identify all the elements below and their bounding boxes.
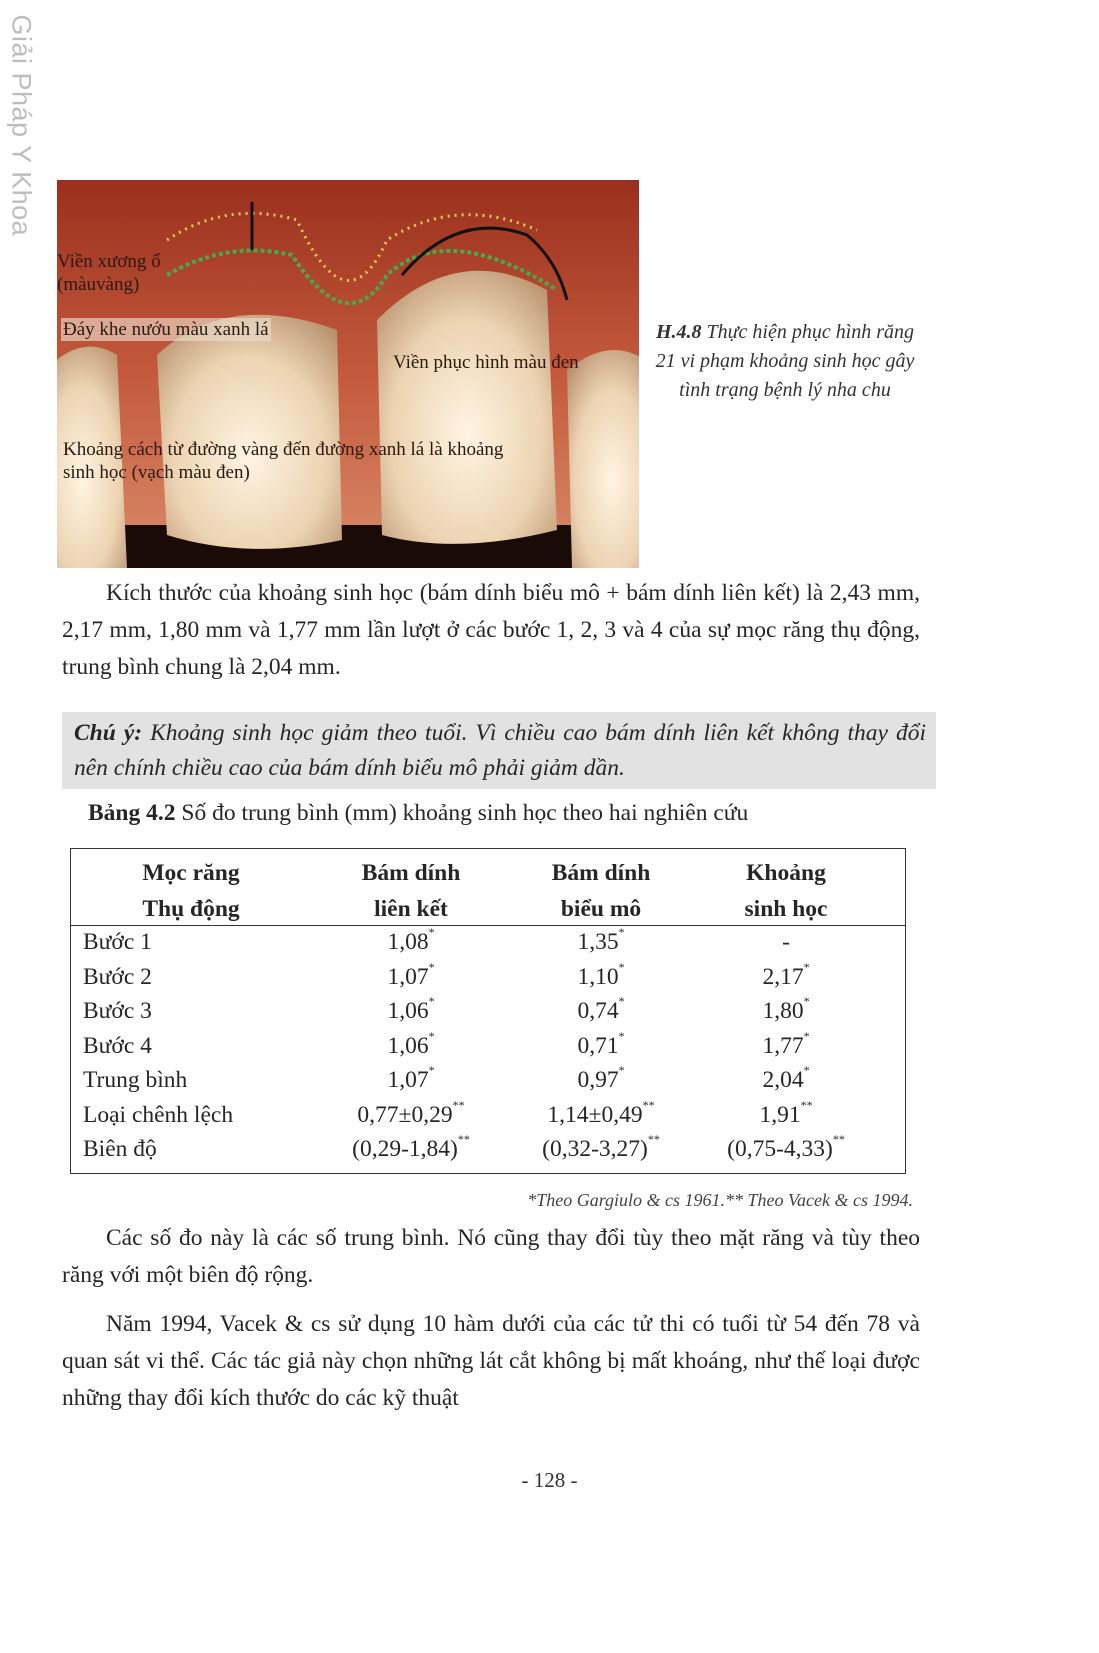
table-row — [71, 1097, 905, 1138]
table-row — [71, 1063, 905, 1103]
cell-khoangsinhhoc: 2,17* — [762, 959, 810, 990]
table-row — [71, 1028, 905, 1069]
cell-lienket: 1,06* — [387, 1028, 435, 1059]
cell-khoangsinhhoc: (0,75-4,33)** — [727, 1132, 845, 1162]
cell-lienket: 1,06* — [387, 994, 435, 1024]
table-caption-text: Số đo trung bình (mm) khoảng sinh học theo hai nghiên cứu — [175, 800, 749, 826]
paragraph-2: Các số đo này là các số trung bình. Nó cũng thay đổi tùy theo mặt răng và tùy theo răng với một biên độ rộng. — [62, 1225, 920, 1288]
paragraph-3: Năm 1994, Vacek & cs sử dụng 10 hàm dưới của các tử thi có tuổi từ 54 đến 78 và quan sát vi thể. Các tác giả này chọn những lát cắt không bị mất khoáng, như thế loại được những thay đổi kích thước do các kỹ thuật — [62, 1311, 920, 1411]
cell-bieumo: 0,97* — [577, 1063, 625, 1093]
figure-caption-text: Thực hiện phục hình răng 21 vi phạm khoảng sinh học gây tình trạng bệnh lý nha chu — [655, 321, 915, 401]
row-label: Bước 2 — [83, 963, 152, 990]
note-label: Chú ý: — [74, 720, 143, 746]
cell-khoangsinhhoc: 1,91** — [759, 1097, 813, 1128]
table-number: Bảng 4.2 — [88, 800, 176, 826]
table-row — [71, 1132, 905, 1172]
page-number: - 128 - — [521, 1468, 578, 1492]
label-bone-line1: Viền xương ổ — [57, 251, 161, 272]
header-lienket: Bám dính liên kết — [361, 860, 461, 922]
cell-lienket: 1,08* — [387, 925, 435, 955]
table-row — [71, 994, 905, 1034]
row-label: Trung bình — [83, 1067, 188, 1093]
label-restoration: Viền phục hình màu đen — [393, 352, 579, 373]
cell-lienket: (0,29-1,84)** — [352, 1132, 470, 1162]
label-bone — [57, 250, 161, 296]
table-header — [71, 849, 905, 926]
row-label: Bước 1 — [83, 929, 152, 955]
header-khoangsinhhoc: Khoảng sinh học — [744, 860, 828, 922]
table-row — [71, 925, 905, 965]
row-label: Bước 4 — [83, 1032, 152, 1059]
measurement-table — [70, 848, 906, 1174]
row-label: Bước 3 — [83, 998, 152, 1024]
row-label: Biên độ — [83, 1136, 157, 1162]
figure-caption — [655, 318, 915, 405]
table-footnote: *Theo Gargiulo & cs 1961.** Theo Vacek & cs 1994. — [527, 1190, 913, 1210]
cell-bieumo: (0,32-3,27)** — [542, 1132, 660, 1162]
cell-bieumo: 1,10* — [577, 959, 625, 990]
header-mocrang: Mọc răng Thụ động — [142, 860, 240, 922]
cell-khoangsinhhoc: - — [782, 929, 790, 955]
watermark: Giải Pháp Y Khoa — [6, 14, 37, 237]
note-text: Khoảng sinh học giảm theo tuổi. Vì chiều cao bám dính liên kết không thay đổi nên chính chiều cao của bám dính biểu mô phải giảm dần. — [74, 720, 926, 781]
label-distance-line1: Khoảng cách từ đường vàng đến đường xanh lá là khoảng — [63, 439, 504, 460]
label-distance-line2: sinh học (vạch màu đen) — [63, 462, 250, 483]
table-caption — [88, 800, 748, 827]
dental-photo — [57, 180, 639, 568]
cell-bieumo: 0,74* — [577, 994, 625, 1024]
cell-lienket: 1,07* — [387, 1063, 435, 1093]
cell-bieumo: 0,71* — [577, 1028, 625, 1059]
header-bieumo: Bám dính biểu mô — [551, 860, 651, 922]
row-label: Loại chênh lệch — [83, 1101, 234, 1128]
label-distance — [63, 438, 503, 484]
cell-khoangsinhhoc: 2,04* — [762, 1063, 810, 1093]
note-box — [62, 712, 936, 789]
cell-bieumo: 1,35* — [577, 925, 625, 955]
cell-khoangsinhhoc: 1,80* — [762, 994, 810, 1024]
figure-number: H.4.8 — [655, 321, 702, 343]
cell-bieumo: 1,14±0,49** — [547, 1097, 655, 1128]
cell-lienket: 0,77±0,29** — [357, 1097, 465, 1128]
paragraph-1: Kích thước của khoảng sinh học (bám dính biểu mô + bám dính liên kết) là 2,43 mm, 2,17 mm, 1,80 mm và 1,77 mm lần lượt ở các bước 1, 2, 3 và 4 của sự mọc răng thụ động, trung bình chung là 2,04 mm. — [62, 580, 920, 680]
table-row — [71, 959, 905, 1000]
photo-illustration — [57, 180, 639, 568]
cell-khoangsinhhoc: 1,77* — [762, 1028, 810, 1059]
cell-lienket: 1,07* — [387, 959, 435, 990]
label-bone-line2: (màuvàng) — [57, 274, 140, 295]
label-sulcus: Đáy khe nướu màu xanh lá — [63, 319, 269, 340]
